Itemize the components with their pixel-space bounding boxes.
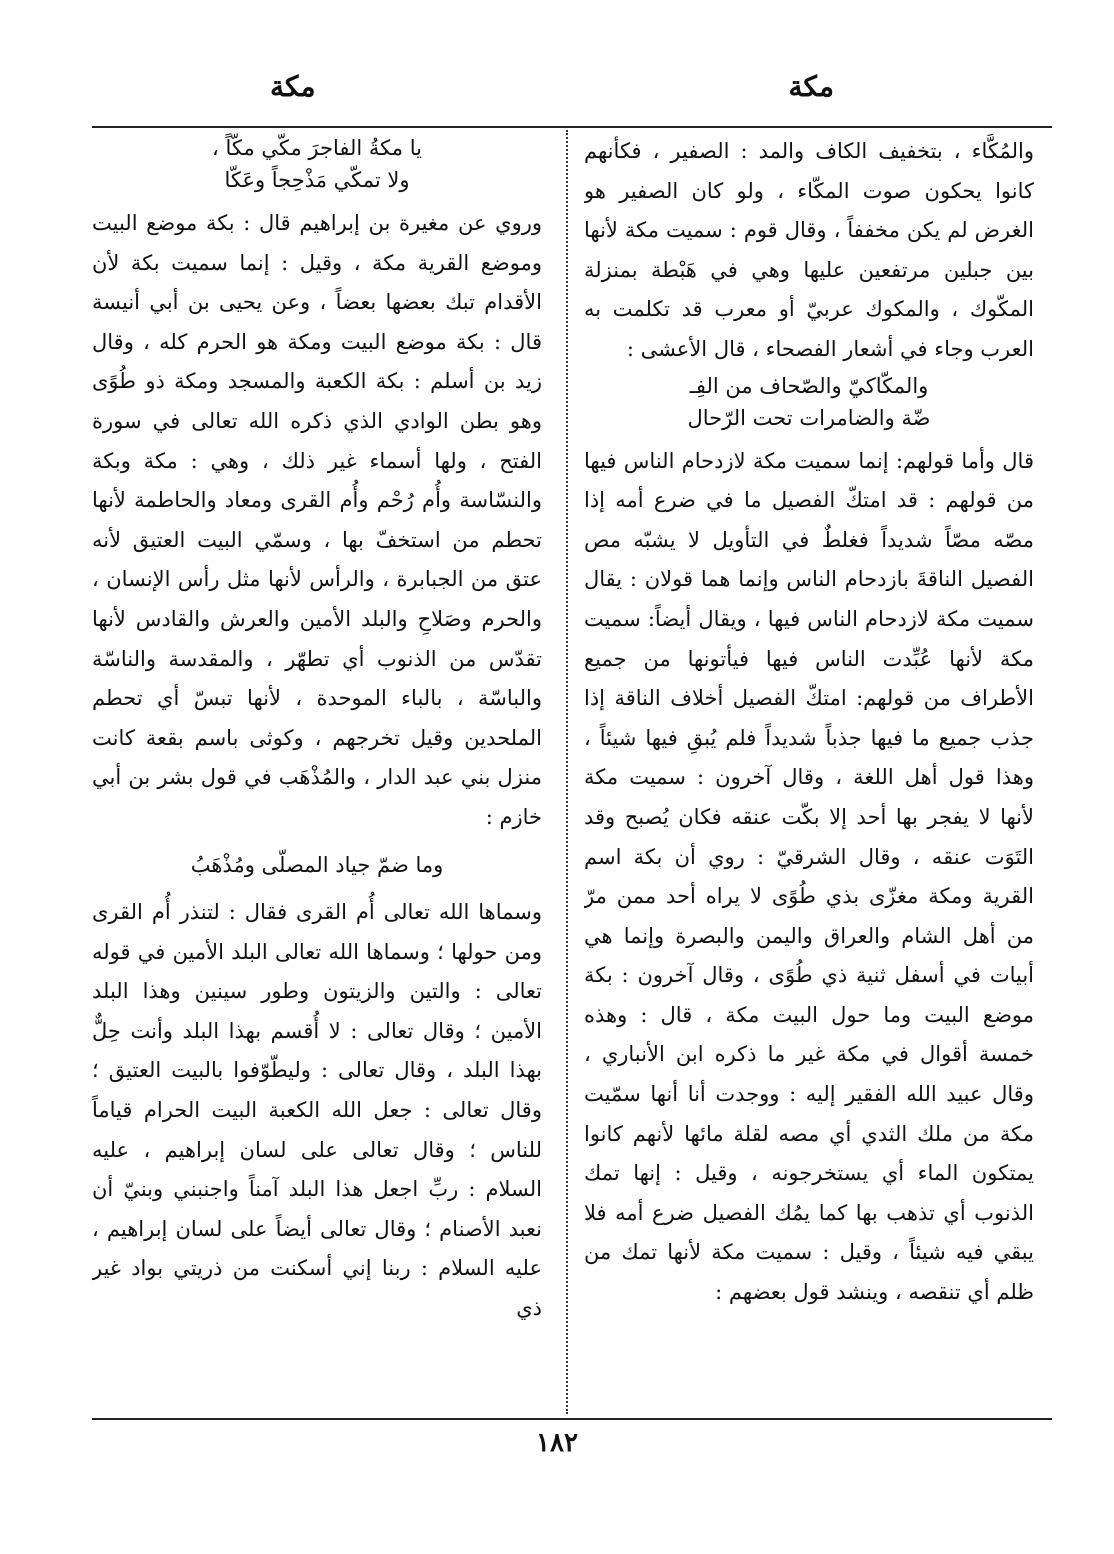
right-column [584,132,1034,1412]
top-rule [92,126,1052,128]
bottom-rule [92,1418,1052,1420]
paragraph: والمُكَّاء ، بتخفيف الكاف والمد : الصفير ، فكأنهم كانوا يحكون صوت المكّاء ، ولو كان الصفير هو الغرض لم يكن مخففاً ، وقال قوم : سميت مكة لأنها بين جبلين مرتفعين عليها وهي في هَبْطة بمنزلة المكّوك ، والمكوك عربيّ أو معرب قد تكلمت به العرب وجاء في أشعار الفصحاء ، قال الأعشى : [584,139,1034,361]
running-header-left: مكة [270,70,316,103]
paragraph: قال وأما قولهم: إنما سميت مكة لازدحام الناس فيها من قولهم : قد امتكّ الفصيل ما في ضرع أمه إذا مصّه مصّاً شديداً فغلطٌ في التأويل لا يشبّه مص الفصيل الناقةَ بازدحام الناس وإنما هما قولان : يقال سميت مكة لازدحام الناس فيها ، ويقال أيضاً: سميت مكة لأنها عُبِّدت الناس فيها فيأتونها من جميع الأطراف من قولهم: امتكّ الفصيل أخلاف الناقة إذا جذب جميع ما فيها جذباً شديداً فلم يُبقِ فيها شيئاً ، وهذا قول أهل اللغة ، وقال آخرون : سميت مكة لأنها لا يفجر بها أحد إلا بكّت عنقه فكان يُصبح وقد التَوَت عنقه ، وقال الشرقيّ : روي أن بكة اسم القرية ومكة مغزّى بذي طُوًى لا يراه أحد ممن مرّ من أهل الشام والعراق واليمن والبصرة وإنما هي أبيات في أسفل ثنية ذي طُوًى ، وقال آخرون : بكة موضع البيت وما حول البيت مكة ، قال : وهذه خمسة أقوال في مكة غير ما ذكره ابن الأنباري ، وقال عبيد الله الفقير إليه : ووجدت أنا أنها سمّيت مكة من ملك الثدي أي مصه لقلة مائها لأنهم كانوا يمتكون الماء أي يستخرجونه ، وقيل : إنها تمك الذنوب أي تذهب بها كما يمُك الفصيل ضرع أمه فلا يبقي فيه شيئاً ، وقيل : سميت مكة لأنها تمك من ظلم أي تنقصه ، وينشد قول بعضهم : [584,448,1034,1305]
paragraph: وروي عن مغيرة بن إبراهيم قال : بكة موضع البيت وموضع القرية مكة ، وقيل : إنما سميت بكة لأن الأقدام تبك بعضها بعضاً ، وعن يحيى بن أبي أنيسة قال : بكة موضع البيت ومكة هو الحرم كله ، وقال زيد بن أسلم : بكة الكعبة والمسجد ومكة ذو طُوًى وهو بطن الوادي الذي ذكره الله تعالى في سورة الفتح ، ولها أسماء غير ذلك ، وهي : مكة وبكة والنسّاسة وأُم رُحْم وأُم القرى ومعاد والحاطمة لأنها تحطم من استخفّ بها ، وسمّي البيت العتيق لأنه عتق من الجبابرة ، والرأس لأنها مثل رأس الإنسان ، والحرم وصَلاحِ والبلد الأمين والعرش والقادس لأنها تقدّس من الذنوب أي تطهّر ، والمقدسة والناسّة والباسّة ، بالباء الموحدة ، لأنها تبسّ أي تحطم الملحدين وقيل تخرجهم ، وكوثى باسم بقعة كانت منزل بني عبد الدار ، والمُذْهَب في قول بشر بن أبي خازم : [92,211,542,829]
verse-line: ولا تمكّي مَذْحِجاً وعَكّا [224,168,410,192]
verse-line: يا مكةُ الفاجرَ مكّي مكّاً ، [212,136,422,160]
page-number: ١٨٢ [536,1428,578,1458]
left-column [92,132,542,1412]
verse-line: وما ضمّ جياد المصلّى ومُذْهَبُ [190,852,444,877]
verse-line: والمكّاكيّ والصّحاف من الفِـ [689,373,929,398]
paragraph: وسماها الله تعالى أُم القرى فقال : لتنذر أُم القرى ومن حولها ؛ وسماها الله تعالى البلد الأمين في قوله تعالى : والتين والزيتون وطور سينين وهذا البلد الأمين ؛ وقال تعالى : لا أُقسم بهذا البلد وأنت حِلٌّ بهذا البلد ، وقال تعالى : وليطّوّفوا بالبيت العتيق ؛ وقال تعالى : جعل الله الكعبة البيت الحرام قياماً للناس ؛ وقال تعالى على لسان إبراهيم ، عليه السلام : ربِّ اجعل هذا البلد آمناً واجنبني وبنيّ أن نعبد الأصنام ؛ وقال تعالى أيضاً على لسان إبراهيم ، عليه السلام : ربنا إني أسكنت من ذريتي بواد غير ذي [92,900,542,1321]
running-header-right: مكة [788,70,834,103]
column-divider [566,130,568,1414]
verse-line: ضّة والضامرات تحت الرّحال [687,405,931,430]
